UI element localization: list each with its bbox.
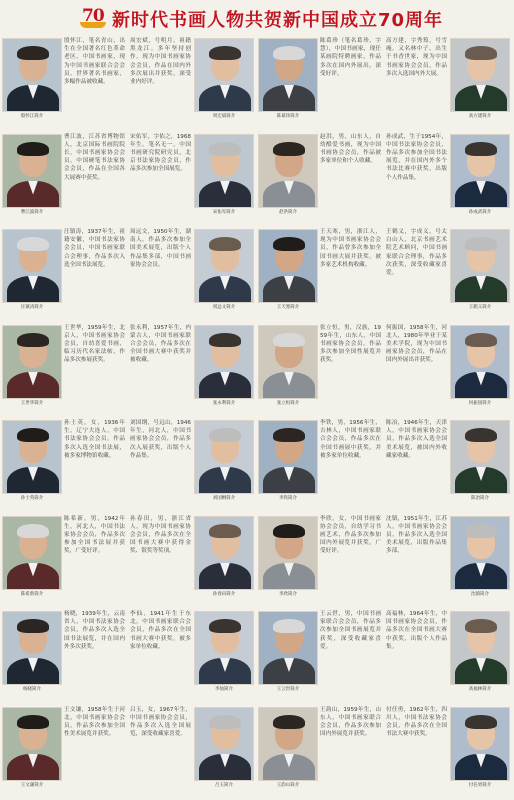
artist-profile	[128, 607, 256, 705]
artist-profile	[256, 416, 384, 514]
artist-bio-text: 张永利，1957年生，内蒙古人，中国书画家联合会会员，作品多次在全国书画大赛中获奖并被收藏。	[130, 324, 191, 364]
artist-profile	[0, 130, 128, 228]
artist-bio-text: 李欣，女，中国书画家协会会员，自幼学习书画艺术，作品多次参加国内外展览并获奖，广受好评。	[320, 515, 381, 555]
artist-bio-text: 孙士英，女，1936年生，辽宁大连人，中国书法家协会会员，作品多次入选全国书法展，被多家博物馆收藏。	[64, 420, 125, 459]
artist-profile	[128, 225, 256, 323]
artist-portrait	[450, 707, 510, 781]
artist-name-caption: 赵洪简介	[279, 209, 297, 215]
artist-portrait	[450, 611, 510, 685]
artist-name-caption: 李欣简介	[279, 591, 297, 597]
logo-number: 70	[82, 6, 104, 26]
artist-grid	[0, 34, 514, 800]
artist-profile	[256, 34, 384, 132]
artist-portrait	[258, 516, 318, 590]
artist-name-caption: 李仙简介	[215, 687, 233, 692]
artist-profile	[0, 703, 128, 800]
artist-name-caption: 张立恒简介	[276, 400, 300, 406]
artist-name-caption: 孙春田简介	[212, 591, 236, 597]
artist-name-caption: 沈镇简介	[471, 591, 489, 597]
artist-name-caption: 吕玉简介	[215, 782, 233, 788]
artist-profile	[256, 130, 384, 228]
artist-portrait	[194, 134, 254, 208]
artist-name-caption: 曹江波简介	[20, 209, 44, 215]
artist-portrait	[450, 38, 510, 112]
artist-portrait	[194, 38, 254, 112]
artist-profile	[384, 225, 512, 323]
artist-name-caption: 孙成武简介	[468, 209, 492, 215]
artist-name-caption: 李铁简介	[279, 496, 297, 501]
page-header	[0, 0, 514, 34]
artist-bio-text: 李仙，1941年生于东北，中国书画家联合会会员，作品多次在全国书画大赛中获奖，被多家单位收藏。	[130, 611, 191, 650]
artist-name-caption: 陈冶简介	[471, 496, 489, 501]
artist-profile	[384, 607, 512, 705]
artist-name-caption: 王世华简介	[20, 400, 44, 406]
artist-profile	[128, 130, 256, 228]
artist-name-caption: 陈希新简介	[20, 591, 44, 597]
artist-bio-text: 付任勇，1962年生，四川人，中国书法家协会会员，作品多次在全国书法大赛中获奖。	[386, 706, 447, 738]
artist-bio-text: 曹江波，江苏省博物馆人，北京国际书画院院长，中国书画家协会会员，中国硬笔书法家协会会员，作品在全国各大展赛中获奖。	[64, 133, 125, 181]
artist-profile	[0, 321, 128, 419]
artist-bio-text: 殷怀江，笔名青山，出生在全国著名红色革命老区。中国书画家，现为中国书画家联合会会员，世界著名书画家，多幅作品被收藏。	[64, 38, 125, 86]
artist-portrait	[2, 134, 62, 208]
artist-bio-text: 周远文，1950年生，湖南人。作品多次参加全国美术展览，出版个人作品集多部，中国书画家协会会员。	[130, 229, 191, 268]
artist-portrait	[194, 229, 254, 303]
artist-profile	[384, 416, 512, 514]
artist-bio-text: 李铁，男，1956年生，吉林人，中国书画家联合会会员，作品多次在全国书画展中获奖，并被多家单位收藏。	[320, 420, 381, 459]
artist-bio-text: 汪镇涛，1937年生，祖籍安徽，中国书法家协会会员，中国书画家联合会理事，作品多次入选全国书法展览。	[64, 229, 125, 268]
artist-bio-text: 刘国纲，号远山，1946年生，河北人，中国书画家协会会员，作品多次入展获奖，出版个人作品集。	[130, 420, 191, 459]
artist-portrait	[258, 134, 318, 208]
artist-profile	[384, 321, 512, 419]
artist-portrait	[258, 611, 318, 685]
artist-bio-text: 沈镇，1951年生，江苏人，中国书画家协会会员，作品多次入选全国美术展览，出版作品集多部。	[386, 515, 447, 555]
artist-portrait	[2, 707, 62, 781]
artist-profile	[256, 321, 384, 419]
artist-bio-text: 陈葛珍（笔名葛珍，字慧），中国书画家，现任某画院特聘画家，作品多次在国内外展出，深受好评。	[320, 38, 381, 77]
artist-portrait	[2, 611, 62, 685]
artist-bio-text: 王云世，男，中国书画家联合会会员，作品多次参加全国书画展览并获奖，深受收藏家喜爱。	[320, 611, 381, 650]
artist-portrait	[2, 325, 62, 399]
artist-name-caption: 周宏斌简介	[212, 114, 236, 119]
artist-portrait	[258, 38, 318, 112]
artist-portrait	[450, 134, 510, 208]
artist-profile	[256, 225, 384, 323]
artist-name-caption: 王天寒简介	[276, 305, 300, 310]
artist-name-caption: 刘国纲简介	[212, 496, 236, 501]
artist-portrait	[194, 707, 254, 781]
artist-bio-text: 陈希新，男，1942年生，河北人，中国书法家协会会员，作品多次参加全国书法展并获奖，广受好评。	[64, 515, 125, 555]
artist-name-caption: 付任勇简介	[468, 782, 492, 788]
artist-name-caption: 王鹤义简介	[468, 305, 492, 310]
artist-bio-text: 高方建，字秀筠，号雪庵。又名林中子。出生于书香世家，现为中国书画家协会会员，作品多次入选国内外大展。	[386, 38, 447, 77]
artist-portrait	[258, 707, 318, 781]
artist-portrait	[450, 420, 510, 494]
artist-bio-text: 赵洪，男，山东人，自幼酷爱书画，现为中国书画协会会员，作品被多家单位和个人收藏。	[320, 133, 381, 165]
artist-bio-text: 宋佑军，字佑之，1968年生。笔名无一，中国书画研究院研究员，北京书法家协会会员，作品多次参加全国展览。	[130, 133, 191, 173]
page-title: 新时代书画人物共贺新中国成立70周年	[112, 10, 444, 31]
artist-profile	[128, 34, 256, 132]
artist-name-caption: 何振国简介	[468, 400, 492, 406]
artist-profile	[0, 225, 128, 323]
artist-bio-text: 陈冶，1946年生，天津人，中国书画家协会会员，作品多次入选全国美术展览，被国内外收藏家收藏。	[386, 420, 447, 459]
artist-bio-text: 吕玉，女，1967年生，中国书画家协会会员，作品多次入选全国展览，深受收藏家喜爱。	[130, 706, 191, 738]
artist-profile	[0, 416, 128, 514]
artist-name-caption: 宋佑军简介	[212, 209, 236, 215]
artist-bio-text: 何振国，1958年生，河北人，1980年毕业于某美术学院，现为中国书画家协会会员，作品在国内外展出并获奖。	[386, 324, 447, 364]
artist-bio-text: 王天寒，男，浙江人，现为中国书画家协会会员，作品曾多次参加全国书画大展并获奖，被多家艺术机构收藏。	[320, 229, 381, 268]
artist-profile	[0, 34, 128, 132]
artist-name-caption: 杨晓简介	[23, 687, 41, 692]
artist-name-caption: 张永利简介	[212, 400, 236, 406]
artist-portrait	[2, 38, 62, 112]
artist-name-caption: 殷怀江简介	[20, 114, 44, 119]
artist-bio-text: 王世华，1959年生，北京人，中国书画家协会会员，自幼喜爱书画，临习历代名家法帖，作品多次参展获奖。	[64, 324, 125, 364]
artist-profile	[128, 703, 256, 800]
artist-name-caption: 周远文简介	[212, 305, 236, 310]
artist-name-caption: 孙士英简介	[20, 496, 44, 501]
artist-name-caption: 王韵山简介	[276, 782, 300, 788]
artist-profile	[128, 512, 256, 610]
artist-portrait	[450, 229, 510, 303]
artist-bio-text: 周宏斌，号明月，祖籍黑龙江。多年坚持创作，现为中国书画家协会会员，作品在国内外多次展出并获奖，深受业内好评。	[130, 38, 191, 86]
artist-profile	[128, 321, 256, 419]
artist-portrait	[194, 516, 254, 590]
artist-portrait	[258, 229, 318, 303]
artist-portrait	[450, 516, 510, 590]
artist-name-caption: 汪镇涛简介	[20, 305, 44, 310]
artist-portrait	[194, 325, 254, 399]
artist-bio-text: 张立恒，男，汉族，1959年生，山东人，中国书画家协会会员，作品多次参加全国性展览并获奖。	[320, 324, 381, 364]
artist-portrait	[2, 516, 62, 590]
artist-portrait	[450, 325, 510, 399]
artist-bio-text: 杨晓，1939年生，云南省人，中国书法家协会会员，作品多次入选全国书法展览，并在国内外多次获奖。	[64, 611, 125, 650]
artist-portrait	[194, 420, 254, 494]
artist-profile	[384, 703, 512, 800]
artist-profile	[256, 512, 384, 610]
artist-portrait	[194, 611, 254, 685]
artist-bio-text: 高福林，1964年生，中国书画家协会会员，作品多次在全国书画大赛中获奖，出版个人作品集。	[386, 611, 447, 650]
artist-bio-text: 孙成武，生于1954年，中国书法家协会会员，作品多次参加全国书法展览，并在国内外多个书法比赛中获奖，出版个人作品集。	[386, 133, 447, 181]
artist-name-caption: 高福林简介	[468, 687, 492, 692]
artist-profile	[384, 512, 512, 610]
artist-bio-text: 王文谦，1958年生于河北，中国书画家协会会员，作品多次参加全国性美术展览并获奖。	[64, 706, 125, 738]
artist-profile	[0, 607, 128, 705]
artist-profile	[0, 512, 128, 610]
artist-profile	[128, 416, 256, 514]
artist-profile	[256, 607, 384, 705]
artist-name-caption: 陈葛珍简介	[276, 114, 300, 119]
artist-portrait	[2, 420, 62, 494]
artist-portrait	[2, 229, 62, 303]
artist-bio-text: 孙春田，男，浙江省人，现为中国书画家协会会员，作品多次在全国书画大赛中获得金奖、银奖等奖项。	[130, 515, 191, 555]
artist-portrait	[258, 420, 318, 494]
artist-name-caption: 高方建简介	[468, 114, 492, 119]
artist-name-caption: 王文谦简介	[20, 782, 44, 788]
artist-profile	[384, 130, 512, 228]
artist-profile	[384, 34, 512, 132]
artist-profile	[256, 703, 384, 800]
artist-portrait	[258, 325, 318, 399]
artist-bio-text: 王韵山，1959年生，山东人，中国书画家联合会会员，作品多次参加国内外展览并获奖。	[320, 706, 381, 738]
artist-name-caption: 王云世简介	[276, 687, 300, 692]
artist-bio-text: 王鹤义，字成义，号太白山人，北京书画艺术院艺术顾问，中国书画家联合会理事，作品多次获奖，深受收藏家喜爱。	[386, 229, 447, 277]
